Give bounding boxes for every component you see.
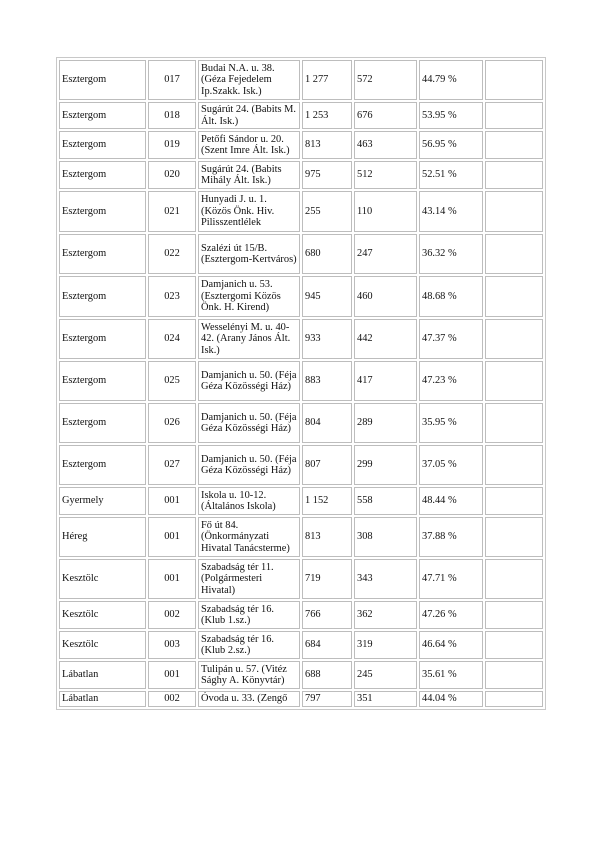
registered-voters-cell: 255 [302,191,352,232]
turnout-percent-cell: 52.51 % [419,161,483,189]
turnout-percent-cell: 47.26 % [419,601,483,629]
city-cell: Esztergom [59,60,146,100]
registered-voters-cell: 766 [302,601,352,629]
turnout-percent-cell: 43.14 % [419,191,483,232]
table-row [59,191,543,232]
district-number-cell: 019 [148,131,196,159]
empty-cell [485,161,543,189]
address-cell: Damjanich u. 50. (Féja Géza Közösségi Ház) [198,445,300,485]
district-number-cell: 026 [148,403,196,443]
empty-cell [485,445,543,485]
votes-cast-cell: 676 [354,102,417,129]
table-row [59,319,543,359]
address-cell: Damjanich u. 53. (Esztergomi Közös Önk. H. Kirend) [198,276,300,317]
district-number-cell: 027 [148,445,196,485]
district-number-cell: 024 [148,319,196,359]
address-cell: Szabadság tér 16. (Klub 1.sz.) [198,601,300,629]
empty-cell [485,403,543,443]
empty-cell [485,559,543,599]
turnout-percent-cell: 35.61 % [419,661,483,689]
district-number-cell: 022 [148,234,196,274]
city-cell: Esztergom [59,161,146,189]
table-row [59,102,543,129]
registered-voters-cell: 688 [302,661,352,689]
table-row [59,361,543,401]
empty-cell [485,319,543,359]
turnout-percent-cell: 37.05 % [419,445,483,485]
votes-cast-cell: 460 [354,276,417,317]
registered-voters-cell: 804 [302,403,352,443]
empty-cell [485,517,543,557]
table-row [59,691,543,707]
votes-cast-cell: 308 [354,517,417,557]
address-cell: Wesselényi M. u. 40-42. (Arany János Ált. Isk.) [198,319,300,359]
district-number-cell: 003 [148,631,196,659]
votes-cast-cell: 319 [354,631,417,659]
registered-voters-cell: 813 [302,517,352,557]
district-number-cell: 001 [148,559,196,599]
city-cell: Esztergom [59,319,146,359]
table-row [59,601,543,629]
turnout-percent-cell: 56.95 % [419,131,483,159]
registered-voters-cell: 797 [302,691,352,707]
votes-cast-cell: 245 [354,661,417,689]
address-cell: Szalézi út 15/B. (Esztergom-Kertváros) [198,234,300,274]
votes-cast-cell: 417 [354,361,417,401]
registered-voters-cell: 719 [302,559,352,599]
city-cell: Esztergom [59,445,146,485]
table-row [59,559,543,599]
table-row [59,661,543,689]
votes-cast-cell: 343 [354,559,417,599]
turnout-percent-cell: 35.95 % [419,403,483,443]
city-cell: Esztergom [59,276,146,317]
votes-cast-cell: 351 [354,691,417,707]
votes-cast-cell: 362 [354,601,417,629]
empty-cell [485,487,543,515]
empty-cell [485,191,543,232]
table-row [59,131,543,159]
table-row [59,234,543,274]
district-number-cell: 002 [148,601,196,629]
district-number-cell: 017 [148,60,196,100]
district-number-cell: 020 [148,161,196,189]
polling-stations-table [56,57,546,710]
votes-cast-cell: 572 [354,60,417,100]
empty-cell [485,691,543,707]
address-cell: Sugárút 24. (Babits M. Ált. Isk.) [198,102,300,129]
turnout-percent-cell: 47.71 % [419,559,483,599]
city-cell: Kesztölc [59,601,146,629]
city-cell: Esztergom [59,234,146,274]
city-cell: Kesztölc [59,559,146,599]
city-cell: Lábatlan [59,691,146,707]
address-cell: Szabadság tér 16. (Klub 2.sz.) [198,631,300,659]
turnout-percent-cell: 47.23 % [419,361,483,401]
city-cell: Lábatlan [59,661,146,689]
votes-cast-cell: 442 [354,319,417,359]
table-row [59,60,543,100]
empty-cell [485,131,543,159]
table-row [59,631,543,659]
registered-voters-cell: 945 [302,276,352,317]
registered-voters-cell: 813 [302,131,352,159]
votes-cast-cell: 299 [354,445,417,485]
empty-cell [485,102,543,129]
votes-cast-cell: 463 [354,131,417,159]
registered-voters-cell: 975 [302,161,352,189]
district-number-cell: 001 [148,517,196,557]
turnout-percent-cell: 53.95 % [419,102,483,129]
turnout-percent-cell: 44.79 % [419,60,483,100]
turnout-percent-cell: 37.88 % [419,517,483,557]
table-body [59,60,543,707]
district-number-cell: 002 [148,691,196,707]
registered-voters-cell: 680 [302,234,352,274]
turnout-percent-cell: 36.32 % [419,234,483,274]
address-cell: Budai N.A. u. 38. (Géza Fejedelem Ip.Szakk. Isk.) [198,60,300,100]
registered-voters-cell: 1 253 [302,102,352,129]
district-number-cell: 018 [148,102,196,129]
address-cell: Tulipán u. 57. (Vitéz Sághy A. Könyvtár) [198,661,300,689]
registered-voters-cell: 883 [302,361,352,401]
empty-cell [485,276,543,317]
address-cell: Iskola u. 10-12. (Általános Iskola) [198,487,300,515]
registered-voters-cell: 807 [302,445,352,485]
address-cell: Damjanich u. 50. (Féja Géza Közösségi Ház) [198,361,300,401]
district-number-cell: 021 [148,191,196,232]
table-row [59,403,543,443]
turnout-percent-cell: 47.37 % [419,319,483,359]
registered-voters-cell: 684 [302,631,352,659]
votes-cast-cell: 558 [354,487,417,515]
address-cell: Petőfi Sándor u. 20. (Szent Imre Ált. Isk.) [198,131,300,159]
city-cell: Esztergom [59,191,146,232]
address-cell: Damjanich u. 50. (Féja Géza Közösségi Ház) [198,403,300,443]
district-number-cell: 025 [148,361,196,401]
empty-cell [485,234,543,274]
turnout-percent-cell: 48.44 % [419,487,483,515]
votes-cast-cell: 247 [354,234,417,274]
city-cell: Héreg [59,517,146,557]
district-number-cell: 023 [148,276,196,317]
registered-voters-cell: 933 [302,319,352,359]
city-cell: Kesztölc [59,631,146,659]
address-cell: Hunyadi J. u. 1. (Közös Önk. Hiv. Pilisszentlélek [198,191,300,232]
city-cell: Esztergom [59,361,146,401]
registered-voters-cell: 1 152 [302,487,352,515]
empty-cell [485,361,543,401]
turnout-percent-cell: 46.64 % [419,631,483,659]
turnout-percent-cell: 44.04 % [419,691,483,707]
district-number-cell: 001 [148,487,196,515]
city-cell: Gyermely [59,487,146,515]
empty-cell [485,631,543,659]
district-number-cell: 001 [148,661,196,689]
table-row [59,487,543,515]
address-cell: Szabadság tér 11. (Polgármesteri Hivatal) [198,559,300,599]
turnout-percent-cell: 48.68 % [419,276,483,317]
votes-cast-cell: 512 [354,161,417,189]
city-cell: Esztergom [59,102,146,129]
votes-cast-cell: 110 [354,191,417,232]
table-row [59,445,543,485]
address-cell: Fő út 84. (Önkormányzati Hivatal Tanácsterme) [198,517,300,557]
table-row [59,517,543,557]
table-row [59,276,543,317]
registered-voters-cell: 1 277 [302,60,352,100]
empty-cell [485,661,543,689]
address-cell: Sugárút 24. (Babits Mihály Ált. Isk.) [198,161,300,189]
address-cell: Óvoda u. 33. (Zengő [198,691,300,707]
city-cell: Esztergom [59,131,146,159]
city-cell: Esztergom [59,403,146,443]
empty-cell [485,601,543,629]
empty-cell [485,60,543,100]
table-row [59,161,543,189]
votes-cast-cell: 289 [354,403,417,443]
